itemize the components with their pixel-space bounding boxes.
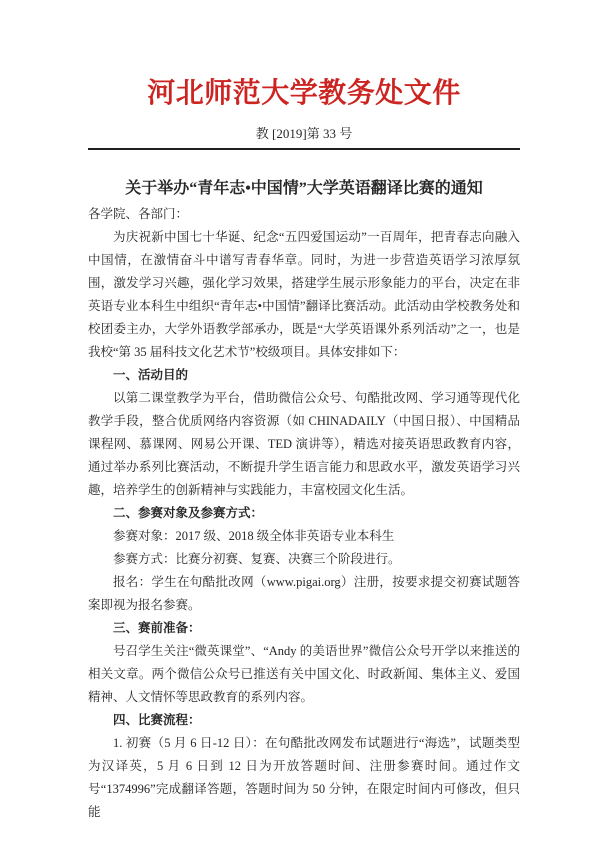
org-title: 河北师范大学教务处文件 [147,78,461,109]
paragraph: 为庆祝新中国七十华诞、纪念“五四爱国运动”一百周年，把青春志向融入中国情，在激情奋斗中谱写青春华章。同时，为进一步营造英语学习浓厚氛围，激发学习兴趣，强化学习效果，搭建学生展示形象能力的平台，决定在非英语专业本科生中组织“青年志•中国情”翻译比赛活动。此活动由学校教务处和校团委主办，大学外语教学部承办，既是“大学英语课外系列活动”之一，也是我校“第 35 届科技文化艺术节”校级项目。具体安排如下： [88,230,520,359]
paragraph: 报名：学生在句酷批改网（www.pigai.org）注册，按要求提交初赛试题答案即视为报名参赛。 [88,575,520,612]
paragraph: 参赛方式：比赛分初赛、复赛、决赛三个阶段进行。 [113,552,401,566]
section-heading: 一、活动目的 [113,368,189,382]
section-heading: 四、比赛流程： [113,713,201,727]
doc-number: 教 [2019]第 33 号 [255,126,353,141]
section-heading: 二、参赛对象及参赛方式： [113,506,264,520]
notice-body [88,203,520,824]
paragraph: 以第二课堂教学为平台，借助微信公众号、句酷批改网、学习通等现代化教学手段，整合优质网络内容资源（如 CHINADAILY（中国日报）、中国精品课程网、慕课网、网易公开课、TED 演讲等），精选对接英语思政教育内容，通过举办系列比赛活动，不断提升学生语言能力和思政水平，激发英语学习兴趣，培养学生的创新精神与实践能力，丰富校园文化生活。 [88,391,520,497]
notice-title: 关于举办“青年志•中国情”大学英语翻译比赛的通知 [125,180,483,197]
section-heading: 三、赛前准备： [113,621,201,635]
paragraph: 1. 初赛（5 月 6 日-12 日）：在句酷批改网发布试题进行“海选”，试题类型为汉译英，5 月 6 日到 12 日为开放答题时间、注册参赛时间。通过作文号“1374996”完成翻译答题，答题时间为 50 分钟，在限定时间内可修改，但只能 [88,736,520,819]
paragraph: 参赛对象：2017 级、2018 级全体非英语专业本科生 [113,529,395,543]
paragraph: 号召学生关注“微英课堂”、“Andy 的美语世界”微信公众号开学以来推送的相关文章。两个微信公众号已推送有关中国文化、时政新闻、集体主义、爱国精神、人文情怀等思政教育的系列内容。 [88,644,520,704]
document-header [88,76,520,150]
header-divider [88,148,520,150]
salutation: 各学院、各部门： [88,207,189,221]
